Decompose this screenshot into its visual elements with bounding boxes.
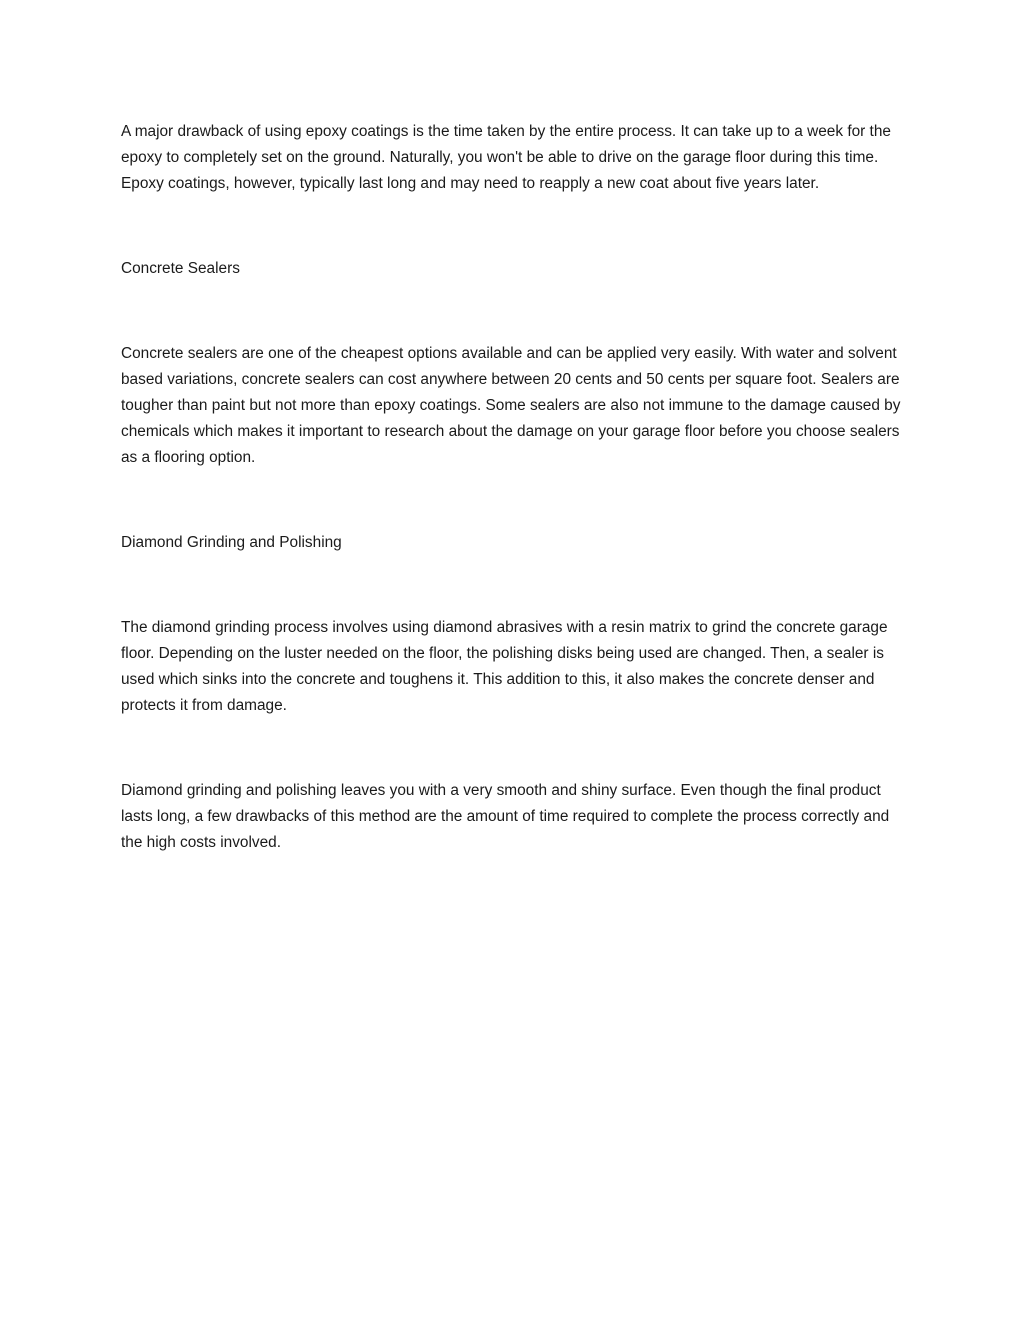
spacer [121,556,907,615]
heading-diamond-grinding: Diamond Grinding and Polishing [121,534,342,551]
heading-concrete-sealers: Concrete Sealers [121,260,240,277]
paragraph-concrete-sealers: Concrete sealers are one of the cheapest options available and can be applied very easily. With water and solvent based variations, concrete sealers can cost anywhere between 20 cents and 50 cents per square foot. Sealers are tougher than paint but not more than epoxy coatings. Some sealers are also not immune to the damage caused by chemicals which makes it important to research about the damage on your garage floor before you choose sealers as a flooring option. [121,345,901,466]
paragraph-diamond-result: Diamond grinding and polishing leaves you with a very smooth and shiny surface. Even though the final product lasts long, a few drawbacks of this method are the amount of time required to complete the process correctly and the high costs involved. [121,782,890,851]
spacer [121,471,907,530]
spacer [121,719,907,778]
paragraph-epoxy-drawback: A major drawback of using epoxy coatings is the time taken by the entire process. It can take up to a week for the epoxy to completely set on the ground. Naturally, you won't be able to drive on the garage floor during this time. Epoxy coatings, however, typically last long and may need to reapply a new coat about five years later. [121,123,891,192]
paragraph-diamond-process: The diamond grinding process involves using diamond abrasives with a resin matrix to grind the concrete garage floor. Depending on the luster needed on the floor, the polishing disks being used are changed. Then, a sealer is used which sinks into the concrete and toughens it. This addition to this, it also makes the concrete denser and protects it from damage. [121,619,888,714]
spacer [121,197,907,256]
document-body [121,119,907,856]
spacer [121,282,907,341]
